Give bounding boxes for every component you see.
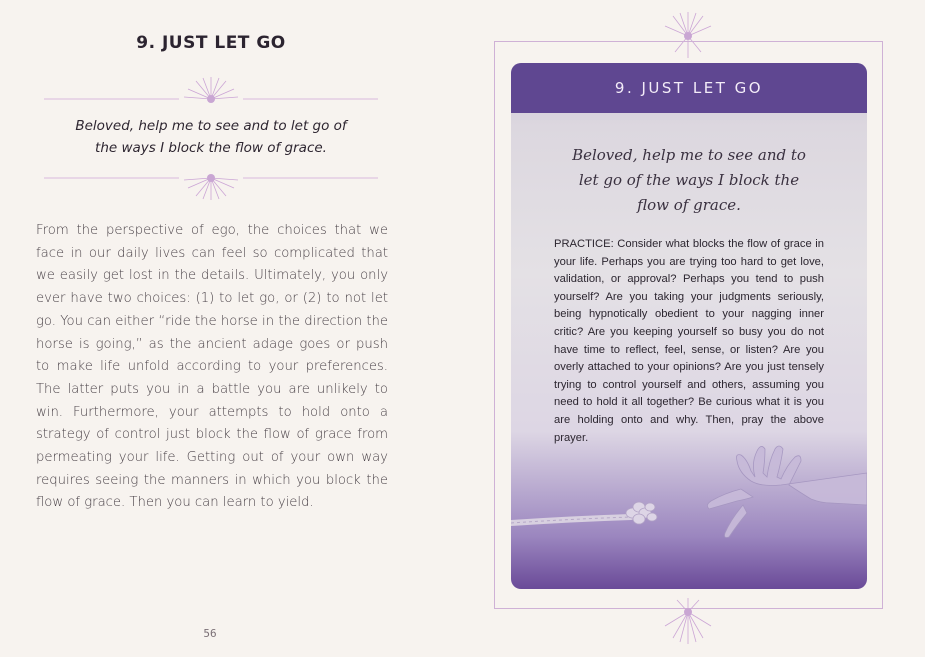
card-prayer-line: Beloved, help me to see and to xyxy=(572,146,806,164)
practice-text: PRACTICE: Consider what blocks the flow of grace in your life. Perhaps you are trying too hard to get love, validation, or approval? Perhaps you tend to push yourself? Are you taking your judgments seriously, being hypnotically obedient to your nagging inner critic? Are you keeping yourself so busy you do not have time to reflect, feel, sense, or listen? Are you overly attached to your opinions? Are you just tensely trying to control yourself and others, assuming you need to hold it all together? Be curious what it is you are holding onto and why. Then, pray the above prayer. xyxy=(554,238,824,444)
card-prayer-line: flow of grace. xyxy=(637,196,741,214)
oracle-card xyxy=(511,63,867,589)
sunburst-ornament-icon xyxy=(44,160,378,200)
prayer-line: Beloved, help me to see and to let go of xyxy=(75,118,347,134)
rope-illustration xyxy=(511,502,657,524)
prayer-text xyxy=(44,115,378,159)
card-title: 9. JUST LET GO xyxy=(511,63,867,113)
open-hand-illustration xyxy=(707,446,867,538)
body-paragraph: From the perspective of ego, the choices that we face in our daily lives can feel so complicated that we easily get lost in the details. Ultimately, you only ever have two choices: (1) to let go, or (2) to not let go. You can either “ride the horse in the direction the horse is going,” as the ancient adage goes or push to make life unfold according to your preferences. The latter puts you in a battle you are unlikely to win. Furthermore, your attempts to hold onto a strategy of control just block the flow of grace from permeating your life. Getting out of your own way requires seeing the manners in which you block the flow of grace. Then you can learn to yield. xyxy=(36,223,388,511)
rope-and-hand-illustration xyxy=(511,433,867,589)
sunburst-ornament-icon xyxy=(44,75,378,115)
left-page xyxy=(0,0,462,657)
sunburst-ornament-icon xyxy=(653,596,723,646)
card-prayer xyxy=(551,143,827,218)
top-divider xyxy=(44,75,378,115)
bottom-divider xyxy=(44,160,378,200)
prayer-line: the ways I block the flow of grace. xyxy=(95,140,327,156)
card-prayer-line: let go of the ways I block the xyxy=(578,171,800,189)
page-number: 56 xyxy=(203,627,217,640)
page-title: 9. JUST LET GO xyxy=(136,33,286,53)
